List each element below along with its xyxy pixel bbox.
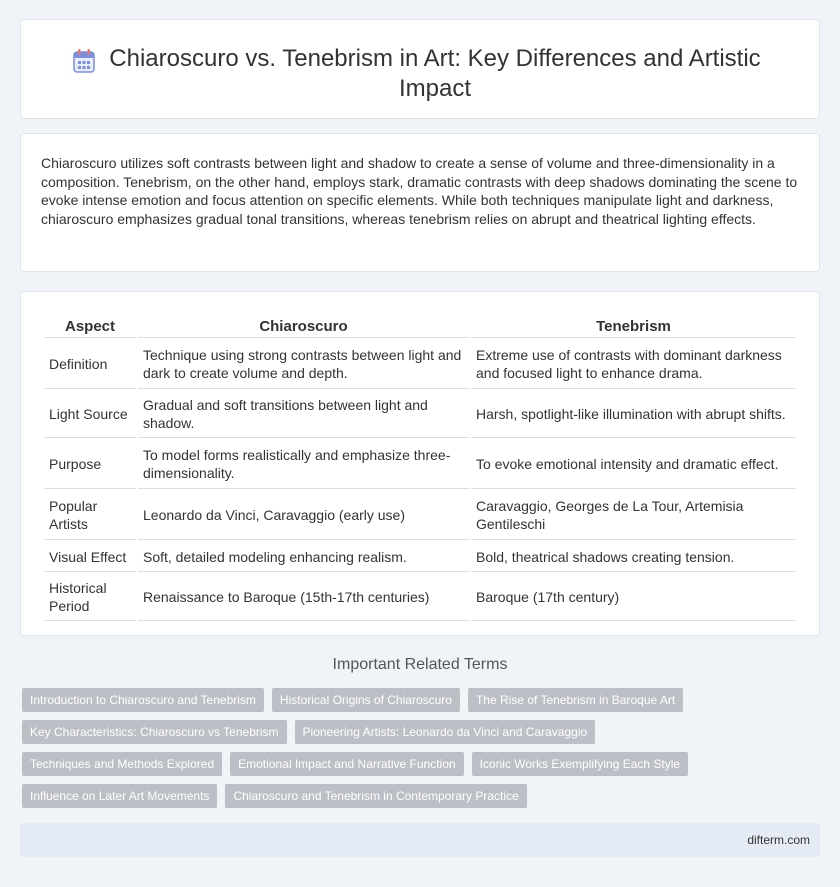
chiaroscuro-cell: Renaissance to Baroque (15th-17th centuries) [138,574,469,621]
table-header-row [44,314,796,338]
tenebrism-cell: Bold, theatrical shadows creating tension. [471,542,796,572]
aspect-cell: Light Source [44,391,136,438]
tenebrism-cell: Harsh, spotlight-like illumination with abrupt shifts. [471,391,796,438]
table-row [44,440,796,489]
related-term-tag[interactable]: Iconic Works Exemplifying Each Style [472,752,689,776]
related-terms-heading: Important Related Terms [332,656,508,673]
chiaroscuro-cell: Soft, detailed modeling enhancing realism. [138,542,469,572]
related-term-tag[interactable]: Techniques and Methods Explored [22,752,222,776]
footer [20,823,820,857]
related-terms-list [22,688,802,808]
chiaroscuro-cell: Technique using strong contrasts between light and dark to create volume and depth. [138,340,469,389]
chiaroscuro-cell: Leonardo da Vinci, Caravaggio (early use) [138,491,469,540]
table-row [44,391,796,438]
column-header: Chiaroscuro [138,314,469,338]
intro-card [20,133,820,272]
table-row [44,542,796,572]
comparison-table [42,312,798,623]
footer-site-link[interactable]: difterm.com [747,833,810,847]
title-wrap [21,44,819,104]
header-card [20,19,820,119]
aspect-cell: Purpose [44,440,136,489]
tenebrism-cell: Caravaggio, Georges de La Tour, Artemisia Gentileschi [471,491,796,540]
tenebrism-cell: Baroque (17th century) [471,574,796,621]
tenebrism-cell: Extreme use of contrasts with dominant darkness and focused light to enhance drama. [471,340,796,389]
aspect-cell: Visual Effect [44,542,136,572]
related-term-tag[interactable]: Influence on Later Art Movements [22,784,217,808]
table-row [44,574,796,621]
page-title: Chiaroscuro vs. Tenebrism in Art: Key Differences and Artistic Impact [109,45,761,102]
related-term-tag[interactable]: Pioneering Artists: Leonardo da Vinci and Caravaggio [295,720,596,744]
calendar-icon [73,49,95,73]
table-row [44,340,796,389]
related-term-tag[interactable]: Key Characteristics: Chiaroscuro vs Tenebrism [22,720,287,744]
chiaroscuro-cell: To model forms realistically and emphasize three-dimensionality. [138,440,469,489]
comparison-card [20,291,820,636]
intro-text: Chiaroscuro utilizes soft contrasts between light and shadow to create a sense of volume and three-dimensionality in a composition. Tenebrism, on the other hand, employs stark, dramatic contrasts with deep shadows dominating the scene to evoke intense emotion and focus attention on specific elements. While both techniques manipulate light and darkness, chiaroscuro emphasizes gradual tonal transitions, whereas tenebrism relies on abrupt and theatrical lighting effects. [41,155,798,227]
related-term-tag[interactable]: Emotional Impact and Narrative Function [230,752,463,776]
aspect-cell: Definition [44,340,136,389]
column-header: Aspect [44,314,136,338]
aspect-cell: Popular Artists [44,491,136,540]
chiaroscuro-cell: Gradual and soft transitions between light and shadow. [138,391,469,438]
related-term-tag[interactable]: The Rise of Tenebrism in Baroque Art [468,688,683,712]
tenebrism-cell: To evoke emotional intensity and dramatic effect. [471,440,796,489]
related-term-tag[interactable]: Historical Origins of Chiaroscuro [272,688,460,712]
table-row [44,491,796,540]
column-header: Tenebrism [471,314,796,338]
aspect-cell: Historical Period [44,574,136,621]
related-term-tag[interactable]: Introduction to Chiaroscuro and Tenebrism [22,688,264,712]
related-term-tag[interactable]: Chiaroscuro and Tenebrism in Contemporary Practice [225,784,526,808]
